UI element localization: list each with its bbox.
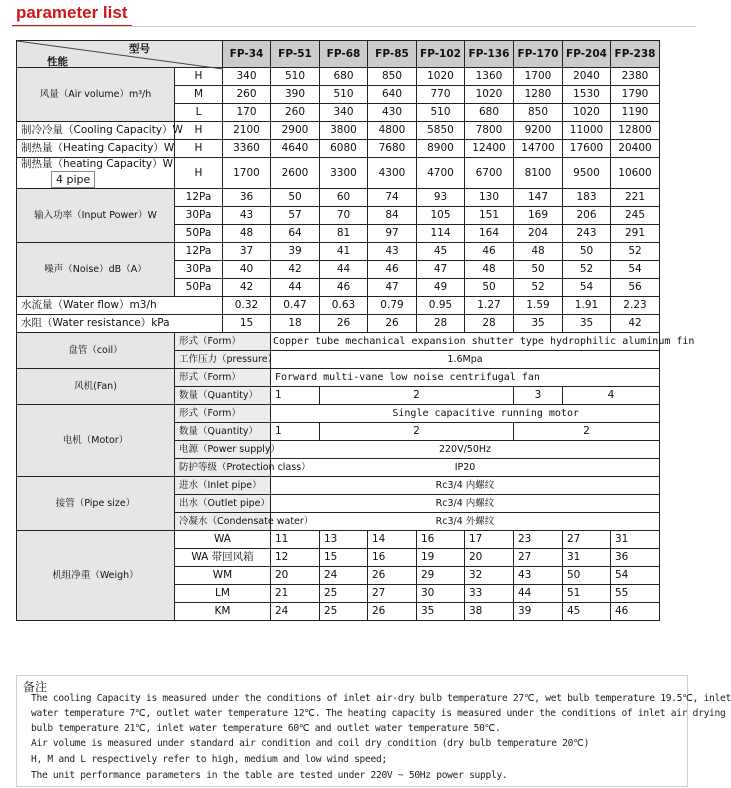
- model-header-fp-136: FP-136: [465, 41, 514, 68]
- value-cell: 17600: [563, 140, 611, 158]
- value-cell: 1530: [563, 86, 611, 104]
- value-cell: 291: [611, 225, 660, 243]
- motor-qty-value: 1: [271, 423, 320, 441]
- page-title: parameter list: [12, 2, 132, 27]
- note-line: bulb temperature 21℃, inlet water temperature 60℃ and outlet water temperature 50℃.: [31, 723, 501, 734]
- value-cell: 50: [271, 189, 320, 207]
- parameter-table: [16, 40, 695, 621]
- value-cell: 15: [320, 549, 368, 567]
- condensate-pipe-value: Rc3/4 外螺纹: [271, 513, 660, 531]
- value-cell: 35: [417, 603, 465, 621]
- value-cell: 430: [368, 104, 417, 122]
- value-cell: 45: [417, 243, 465, 261]
- value-cell: 0.47: [271, 297, 320, 315]
- inlet-pipe-label: 进水（Inlet pipe）: [175, 477, 271, 495]
- table-row: [17, 122, 660, 140]
- value-cell: 1.91: [563, 297, 611, 315]
- value-cell: 510: [271, 68, 320, 86]
- model-header-fp-238: FP-238: [611, 41, 660, 68]
- value-cell: 21: [271, 585, 320, 603]
- value-cell: 50: [465, 279, 514, 297]
- value-cell: 24: [320, 567, 368, 585]
- value-cell: 25: [320, 585, 368, 603]
- model-header-fp-68: FP-68: [320, 41, 368, 68]
- weight-type: WA: [175, 531, 271, 549]
- note-line: water temperature 7℃, outlet water temperature 12℃. The heating capacity is measured under the conditions of inlet air drying: [31, 708, 726, 719]
- value-cell: 52: [563, 261, 611, 279]
- value-cell: 11000: [563, 122, 611, 140]
- value-cell: 6080: [320, 140, 368, 158]
- model-header-fp-51: FP-51: [271, 41, 320, 68]
- value-cell: 3800: [320, 122, 368, 140]
- value-cell: 114: [417, 225, 465, 243]
- value-cell: 32: [465, 567, 514, 585]
- table-row: [17, 297, 660, 315]
- airflow-label: 风量（Air volume）m³/h: [17, 68, 175, 122]
- speed-level: H: [175, 68, 223, 86]
- value-cell: 12400: [465, 140, 514, 158]
- motor-label: 电机（Motor）: [17, 405, 175, 477]
- value-cell: 1020: [563, 104, 611, 122]
- speed-level: M: [175, 86, 223, 104]
- table-row: [17, 158, 660, 189]
- value-cell: 36: [611, 549, 660, 567]
- value-cell: 390: [271, 86, 320, 104]
- value-cell: 46: [320, 279, 368, 297]
- value-cell: 48: [223, 225, 271, 243]
- value-cell: 28: [465, 315, 514, 333]
- table-row: [17, 333, 660, 351]
- value-cell: 41: [320, 243, 368, 261]
- value-cell: 31: [563, 549, 611, 567]
- fan-form-label: 形式（Form）: [175, 369, 271, 387]
- value-cell: 510: [320, 86, 368, 104]
- value-cell: 51: [563, 585, 611, 603]
- notes-box: [16, 675, 731, 787]
- value-cell: 2380: [611, 68, 660, 86]
- value-cell: 43: [223, 207, 271, 225]
- value-cell: 19: [417, 549, 465, 567]
- weight-type: LM: [175, 585, 271, 603]
- table-row: [17, 140, 660, 158]
- value-cell: 206: [563, 207, 611, 225]
- value-cell: 35: [563, 315, 611, 333]
- value-cell: 46: [368, 261, 417, 279]
- value-cell: 1020: [465, 86, 514, 104]
- water-resistance-label: 水阻（Water resistance）kPa: [17, 315, 223, 333]
- table-row: [17, 369, 660, 387]
- value-cell: 44: [514, 585, 563, 603]
- value-cell: 42: [271, 261, 320, 279]
- value-cell: 55: [611, 585, 660, 603]
- fan-qty-label: 数量（Quantity）: [175, 387, 271, 405]
- value-cell: 1700: [223, 158, 271, 189]
- fan-qty-value: 1: [271, 387, 320, 405]
- value-cell: 8100: [514, 158, 563, 189]
- value-cell: 680: [465, 104, 514, 122]
- motor-protection-label: 防护等级（Protection class）: [175, 459, 271, 477]
- value-cell: 2600: [271, 158, 320, 189]
- value-cell: 70: [320, 207, 368, 225]
- pipe-type-box: 4 pipe: [51, 171, 95, 188]
- value-cell: 8900: [417, 140, 465, 158]
- fan-qty-value: 4: [563, 387, 660, 405]
- value-cell: 42: [223, 279, 271, 297]
- value-cell: 7680: [368, 140, 417, 158]
- speed-level: L: [175, 104, 223, 122]
- value-cell: 9500: [563, 158, 611, 189]
- fan-form-value: Forward multi-vane low noise centrifugal fan: [271, 369, 660, 387]
- value-cell: 245: [611, 207, 660, 225]
- table-row: [17, 405, 660, 423]
- value-cell: 5850: [417, 122, 465, 140]
- value-cell: 38: [465, 603, 514, 621]
- value-cell: 64: [271, 225, 320, 243]
- value-cell: 42: [611, 315, 660, 333]
- value-cell: 2900: [271, 122, 320, 140]
- value-cell: 45: [563, 603, 611, 621]
- pressure-level: 12Pa: [175, 243, 223, 261]
- value-cell: 0.32: [223, 297, 271, 315]
- value-cell: 52: [514, 279, 563, 297]
- value-cell: 50: [563, 567, 611, 585]
- value-cell: 850: [368, 68, 417, 86]
- note-line: The cooling Capacity is measured under the conditions of inlet air-dry bulb temperature 27℃, wet bulb temperature 19.5℃, inlet: [31, 693, 731, 704]
- value-cell: 46: [465, 243, 514, 261]
- value-cell: 680: [320, 68, 368, 86]
- value-cell: 151: [465, 207, 514, 225]
- value-cell: 57: [271, 207, 320, 225]
- table-row: [17, 243, 660, 261]
- value-cell: 93: [417, 189, 465, 207]
- value-cell: 2040: [563, 68, 611, 86]
- value-cell: 48: [465, 261, 514, 279]
- note-line: The unit performance parameters in the table are tested under 220V ~ 50Hz power supply.: [31, 770, 508, 781]
- value-cell: 18: [271, 315, 320, 333]
- cooling-capacity-label: 制冷冷量（Cooling Capacity）W: [17, 122, 175, 140]
- weight-label: 机组净重（Weigh）: [17, 531, 175, 621]
- table-row: [17, 189, 660, 207]
- header-corner: [17, 41, 223, 68]
- value-cell: 43: [514, 567, 563, 585]
- value-cell: 4640: [271, 140, 320, 158]
- fan-qty-value: 2: [320, 387, 514, 405]
- value-cell: 20: [465, 549, 514, 567]
- value-cell: 47: [417, 261, 465, 279]
- value-cell: 1.59: [514, 297, 563, 315]
- table-row: [17, 477, 660, 495]
- performance-header-label: 性能: [47, 56, 68, 68]
- value-cell: 31: [611, 531, 660, 549]
- value-cell: 510: [417, 104, 465, 122]
- outlet-pipe-value: Rc3/4 内螺纹: [271, 495, 660, 513]
- value-cell: 2100: [223, 122, 271, 140]
- weight-type: WA 带回风箱: [175, 549, 271, 567]
- value-cell: 164: [465, 225, 514, 243]
- value-cell: 4300: [368, 158, 417, 189]
- value-cell: 97: [368, 225, 417, 243]
- value-cell: 11: [271, 531, 320, 549]
- value-cell: 1.27: [465, 297, 514, 315]
- value-cell: 7800: [465, 122, 514, 140]
- fan-label: 风机(Fan): [17, 369, 175, 405]
- pressure-level: 50Pa: [175, 225, 223, 243]
- value-cell: 39: [514, 603, 563, 621]
- inlet-pipe-value: Rc3/4 内螺纹: [271, 477, 660, 495]
- motor-qty-value: 2: [514, 423, 660, 441]
- value-cell: 0.79: [368, 297, 417, 315]
- value-cell: 54: [563, 279, 611, 297]
- value-cell: 12800: [611, 122, 660, 140]
- value-cell: 26: [368, 567, 417, 585]
- value-cell: 130: [465, 189, 514, 207]
- weight-type: KM: [175, 603, 271, 621]
- note-line: Air volume is measured under standard air condition and coil dry condition (dry bulb temperature 20℃): [31, 738, 590, 749]
- value-cell: 28: [417, 315, 465, 333]
- model-header-fp-170: FP-170: [514, 41, 563, 68]
- note-line: H, M and L respectively refer to high, medium and low wind speed;: [31, 754, 387, 765]
- value-cell: 36: [223, 189, 271, 207]
- pressure-level: 30Pa: [175, 207, 223, 225]
- value-cell: 40: [223, 261, 271, 279]
- value-cell: 46: [611, 603, 660, 621]
- value-cell: 0.95: [417, 297, 465, 315]
- value-cell: 44: [320, 261, 368, 279]
- model-header-fp-34: FP-34: [223, 41, 271, 68]
- value-cell: 340: [223, 68, 271, 86]
- model-header-label: 型号: [129, 43, 150, 55]
- condensate-pipe-label: 冷凝水（Condensate water）: [175, 513, 271, 531]
- value-cell: 23: [514, 531, 563, 549]
- value-cell: 37: [223, 243, 271, 261]
- value-cell: 1700: [514, 68, 563, 86]
- table-row: [17, 68, 660, 86]
- motor-power-label: 电源（Power supply）: [175, 441, 271, 459]
- value-cell: 81: [320, 225, 368, 243]
- value-cell: 25: [320, 603, 368, 621]
- value-cell: 1790: [611, 86, 660, 104]
- value-cell: 15: [223, 315, 271, 333]
- value-cell: 6700: [465, 158, 514, 189]
- table-row: [17, 531, 660, 549]
- water-flow-label: 水流量（Water flow）m3/h: [17, 297, 223, 315]
- value-cell: 3360: [223, 140, 271, 158]
- value-cell: 260: [223, 86, 271, 104]
- value-cell: 14: [368, 531, 417, 549]
- value-cell: 10600: [611, 158, 660, 189]
- coil-form-label: 形式（Form）: [175, 333, 271, 351]
- value-cell: 17: [465, 531, 514, 549]
- value-cell: 74: [368, 189, 417, 207]
- value-cell: 1020: [417, 68, 465, 86]
- value-cell: 1280: [514, 86, 563, 104]
- value-cell: 20400: [611, 140, 660, 158]
- value-cell: 27: [514, 549, 563, 567]
- coil-pressure-value: 1.6Mpa: [271, 351, 660, 369]
- value-cell: 49: [417, 279, 465, 297]
- value-cell: 20: [271, 567, 320, 585]
- value-cell: 33: [465, 585, 514, 603]
- value-cell: 340: [320, 104, 368, 122]
- value-cell: 260: [271, 104, 320, 122]
- value-cell: 50: [563, 243, 611, 261]
- heating-capacity-label: 制热量（Heating Capacity）W: [17, 140, 175, 158]
- model-header-fp-85: FP-85: [368, 41, 417, 68]
- outlet-pipe-label: 出水（Outlet pipe）: [175, 495, 271, 513]
- motor-form-value: Single capacitive running motor: [271, 405, 660, 423]
- coil-pressure-label: 工作压力（pressure）: [175, 351, 271, 369]
- fan-qty-value: 3: [514, 387, 563, 405]
- value-cell: 26: [368, 315, 417, 333]
- value-cell: 640: [368, 86, 417, 104]
- value-cell: 147: [514, 189, 563, 207]
- noise-label: 噪声（Noise）dB（A）: [17, 243, 175, 297]
- pressure-level: 30Pa: [175, 261, 223, 279]
- table-row: [17, 41, 660, 68]
- value-cell: 26: [320, 315, 368, 333]
- value-cell: 54: [611, 567, 660, 585]
- value-cell: 44: [271, 279, 320, 297]
- value-cell: 84: [368, 207, 417, 225]
- heating-4pipe-title: 制热量（heating Capacity）W: [21, 158, 174, 170]
- motor-qty-value: 2: [320, 423, 514, 441]
- value-cell: 48: [514, 243, 563, 261]
- motor-form-label: 形式（Form）: [175, 405, 271, 423]
- value-cell: 50: [514, 261, 563, 279]
- pressure-level: 50Pa: [175, 279, 223, 297]
- value-cell: 16: [368, 549, 417, 567]
- weight-type: WM: [175, 567, 271, 585]
- value-cell: 221: [611, 189, 660, 207]
- coil-form-value: Copper tube mechanical expansion shutter type hydrophilic aluminum fin: [271, 333, 660, 351]
- table-row: [17, 315, 660, 333]
- value-cell: 26: [368, 603, 417, 621]
- heating-4pipe-label: [17, 158, 175, 189]
- value-cell: 3300: [320, 158, 368, 189]
- notes-title: 备注: [23, 680, 48, 694]
- value-cell: 30: [417, 585, 465, 603]
- value-cell: 39: [271, 243, 320, 261]
- value-cell: 16: [417, 531, 465, 549]
- value-cell: 29: [417, 567, 465, 585]
- value-cell: 2.23: [611, 297, 660, 315]
- title-divider: [12, 26, 696, 27]
- value-cell: 35: [514, 315, 563, 333]
- value-cell: 47: [368, 279, 417, 297]
- value-cell: 204: [514, 225, 563, 243]
- speed-level: H: [175, 122, 223, 140]
- motor-protection-value: IP20: [271, 459, 660, 477]
- value-cell: 13: [320, 531, 368, 549]
- motor-qty-label: 数量（Quantity）: [175, 423, 271, 441]
- value-cell: 4800: [368, 122, 417, 140]
- value-cell: 12: [271, 549, 320, 567]
- value-cell: 43: [368, 243, 417, 261]
- speed-level: H: [175, 140, 223, 158]
- speed-level: H: [175, 158, 223, 189]
- value-cell: 27: [563, 531, 611, 549]
- input-power-label: 输入功率（Input Power）W: [17, 189, 175, 243]
- motor-power-value: 220V/50Hz: [271, 441, 660, 459]
- value-cell: 1360: [465, 68, 514, 86]
- value-cell: 850: [514, 104, 563, 122]
- value-cell: 170: [223, 104, 271, 122]
- model-header-fp-204: FP-204: [563, 41, 611, 68]
- value-cell: 60: [320, 189, 368, 207]
- pressure-level: 12Pa: [175, 189, 223, 207]
- value-cell: 770: [417, 86, 465, 104]
- value-cell: 183: [563, 189, 611, 207]
- value-cell: 56: [611, 279, 660, 297]
- value-cell: 54: [611, 261, 660, 279]
- value-cell: 4700: [417, 158, 465, 189]
- value-cell: 0.63: [320, 297, 368, 315]
- value-cell: 14700: [514, 140, 563, 158]
- value-cell: 9200: [514, 122, 563, 140]
- value-cell: 1190: [611, 104, 660, 122]
- value-cell: 52: [611, 243, 660, 261]
- value-cell: 169: [514, 207, 563, 225]
- pipe-size-label: 接管（Pipe size）: [17, 477, 175, 531]
- value-cell: 105: [417, 207, 465, 225]
- value-cell: 243: [563, 225, 611, 243]
- model-header-fp-102: FP-102: [417, 41, 465, 68]
- value-cell: 24: [271, 603, 320, 621]
- coil-label: 盘管（coil）: [17, 333, 175, 369]
- value-cell: 27: [368, 585, 417, 603]
